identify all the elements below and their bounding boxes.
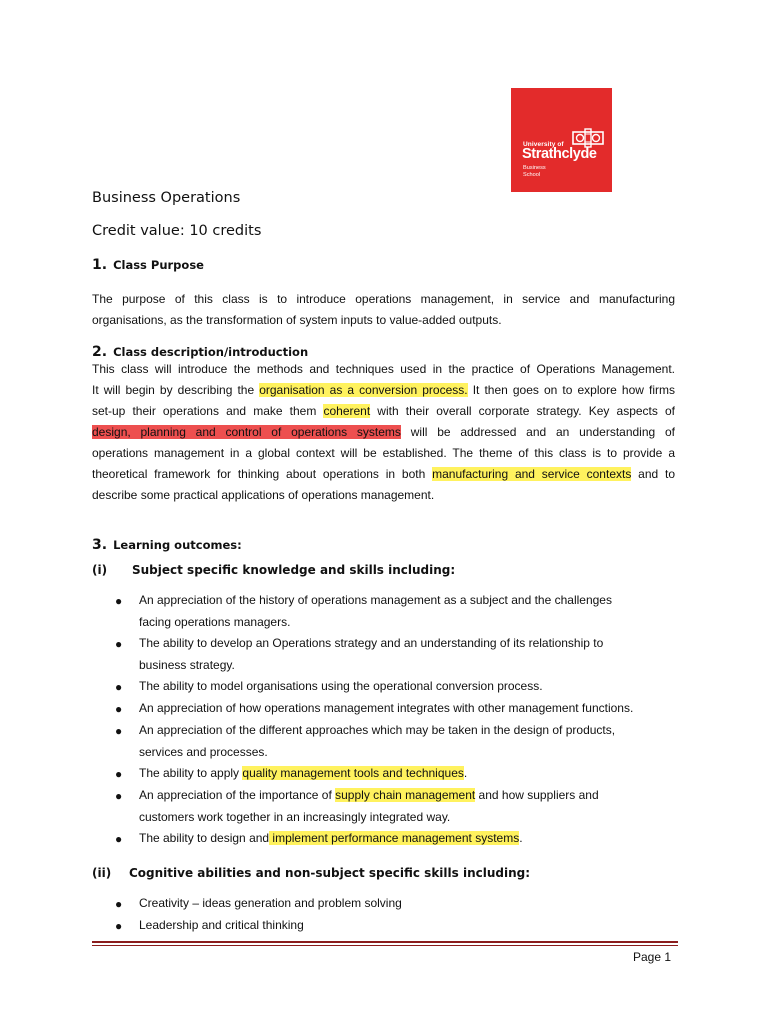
s2-line-6b: and to — [631, 467, 676, 481]
subsection-ii-title: Cognitive abilities and non-subject specific skills including: — [129, 866, 531, 880]
bullet-icon: ● — [115, 637, 123, 651]
section-2-paragraph — [92, 359, 675, 506]
subsection-ii-heading — [92, 866, 530, 880]
credit-value: Credit value: 10 credits — [92, 223, 262, 239]
logo-line-2: Strathclyde — [522, 146, 597, 162]
bullet-icon: ● — [115, 897, 123, 911]
s2-line-3a: set-up their operations and make them — [92, 404, 324, 418]
bullet-icon: ● — [115, 919, 123, 933]
list-item — [139, 633, 679, 676]
b7-line-c: customers work together in an increasingly integrated way. — [139, 809, 451, 824]
s2-line-2 — [92, 380, 675, 401]
section-1-number: 1. — [92, 257, 108, 273]
highlight-coherent: coherent — [323, 404, 371, 418]
crest-icon — [571, 128, 605, 148]
bullet-icon: ● — [115, 724, 123, 738]
subsection-ii-numeral: (ii) — [92, 866, 112, 880]
list-item — [139, 676, 679, 698]
c1-line: Creativity – ideas generation and problem solving — [139, 896, 402, 910]
b8-line-b: . — [519, 831, 523, 845]
s2-line-7: describe some practical applications of operations management. — [92, 488, 435, 502]
list-item — [139, 763, 679, 785]
s1-line-1: The purpose of this class is to introduce operations management, in service and manufacturing — [92, 292, 675, 306]
logo-line-3a: Business — [523, 165, 546, 171]
subsection-i-title: Subject specific knowledge and skills including: — [132, 563, 456, 577]
subsection-i-numeral: (i) — [92, 563, 108, 577]
list-item — [139, 698, 679, 720]
section-3-number: 3. — [92, 537, 108, 553]
bullet-icon: ● — [115, 594, 123, 608]
b7-line-b: and how suppliers and — [475, 788, 599, 802]
highlight-quality-management: quality management tools and techniques — [242, 766, 464, 780]
list-item — [139, 785, 679, 828]
footer-rule — [92, 941, 678, 943]
section-3-title: Learning outcomes: — [113, 538, 242, 552]
section-2-heading — [92, 341, 308, 360]
b2-line-a: The ability to develop an Operations strategy and an understanding of its relationship to — [139, 636, 604, 650]
section-2-number: 2. — [92, 344, 108, 360]
bullet-icon: ● — [115, 680, 123, 694]
logo-line-1: University of — [523, 141, 564, 148]
section-2-title: Class description/introduction — [113, 345, 309, 359]
section-1-heading — [92, 254, 204, 273]
s2-line-5: operations management in a global context will be established. The theme of this class is to provide a — [92, 446, 675, 460]
section-1-paragraph — [92, 289, 675, 331]
s2-line-2a: It will begin by describing the — [92, 383, 255, 397]
b5-line-a: An appreciation of the different approaches which may be taken in the design of products, — [139, 723, 616, 737]
list-item — [139, 720, 679, 763]
university-logo — [511, 88, 612, 192]
highlight-conversion-process: organisation as a conversion process. — [259, 383, 468, 397]
list-item — [139, 893, 679, 915]
highlight-manufacturing-service: manufacturing and service contexts — [432, 467, 632, 481]
bullet-icon: ● — [115, 767, 123, 781]
b7-line-a: An appreciation of the importance of — [139, 788, 336, 802]
highlight-design-planning: design, planning and control of operations systems — [92, 425, 401, 439]
s2-line-3 — [92, 401, 675, 422]
document-title: Business Operations — [92, 190, 241, 206]
footer-rule-thin — [92, 945, 678, 946]
section-3-heading — [92, 534, 242, 553]
b2-line-b: business strategy. — [139, 657, 235, 672]
s2-line-4 — [92, 422, 675, 443]
logo-line-3 — [523, 165, 546, 178]
b3-line: The ability to model organisations using the operational conversion process. — [139, 679, 543, 693]
logo-line-3b: School — [523, 171, 541, 178]
subsection-i-heading — [92, 563, 455, 577]
list-item — [139, 828, 679, 850]
bullet-icon: ● — [115, 832, 123, 846]
s2-line-6a: theoretical framework for thinking about operations in both — [92, 467, 433, 481]
s2-line-1: This class will introduce the methods and techniques used in the practice of Operations Management. — [92, 362, 675, 376]
page-number: Page 1 — [633, 950, 672, 964]
section-1-title: Class Purpose — [113, 258, 204, 272]
b1-line-a: An appreciation of the history of operations management as a subject and the challenges — [139, 593, 612, 607]
list-item — [139, 590, 679, 633]
s2-line-6 — [92, 464, 675, 485]
c2-line: Leadership and critical thinking — [139, 918, 304, 932]
s2-line-4b: will be addressed and an understanding of — [400, 425, 675, 439]
highlight-supply-chain: supply chain management — [335, 788, 476, 802]
b1-line-b: facing operations managers. — [139, 614, 291, 629]
list-item — [139, 915, 679, 937]
bullet-icon: ● — [115, 702, 123, 716]
s1-line-2: organisations, as the transformation of system inputs to value-added outputs. — [92, 313, 502, 327]
b4-line: An appreciation of how operations management integrates with other management functions. — [139, 701, 634, 715]
b5-line-b: services and processes. — [139, 744, 268, 759]
b8-line-a: The ability to design and — [139, 831, 270, 845]
bullet-icon: ● — [115, 789, 123, 803]
s2-line-3b: with their overall corporate strategy. Key aspects of — [370, 404, 675, 418]
b6-line-b: . — [463, 766, 468, 780]
b6-line-a: The ability to apply — [139, 766, 243, 780]
s2-line-2b: It then goes on to explore how firms — [467, 383, 675, 397]
highlight-performance-management: implement performance management systems — [269, 831, 520, 845]
